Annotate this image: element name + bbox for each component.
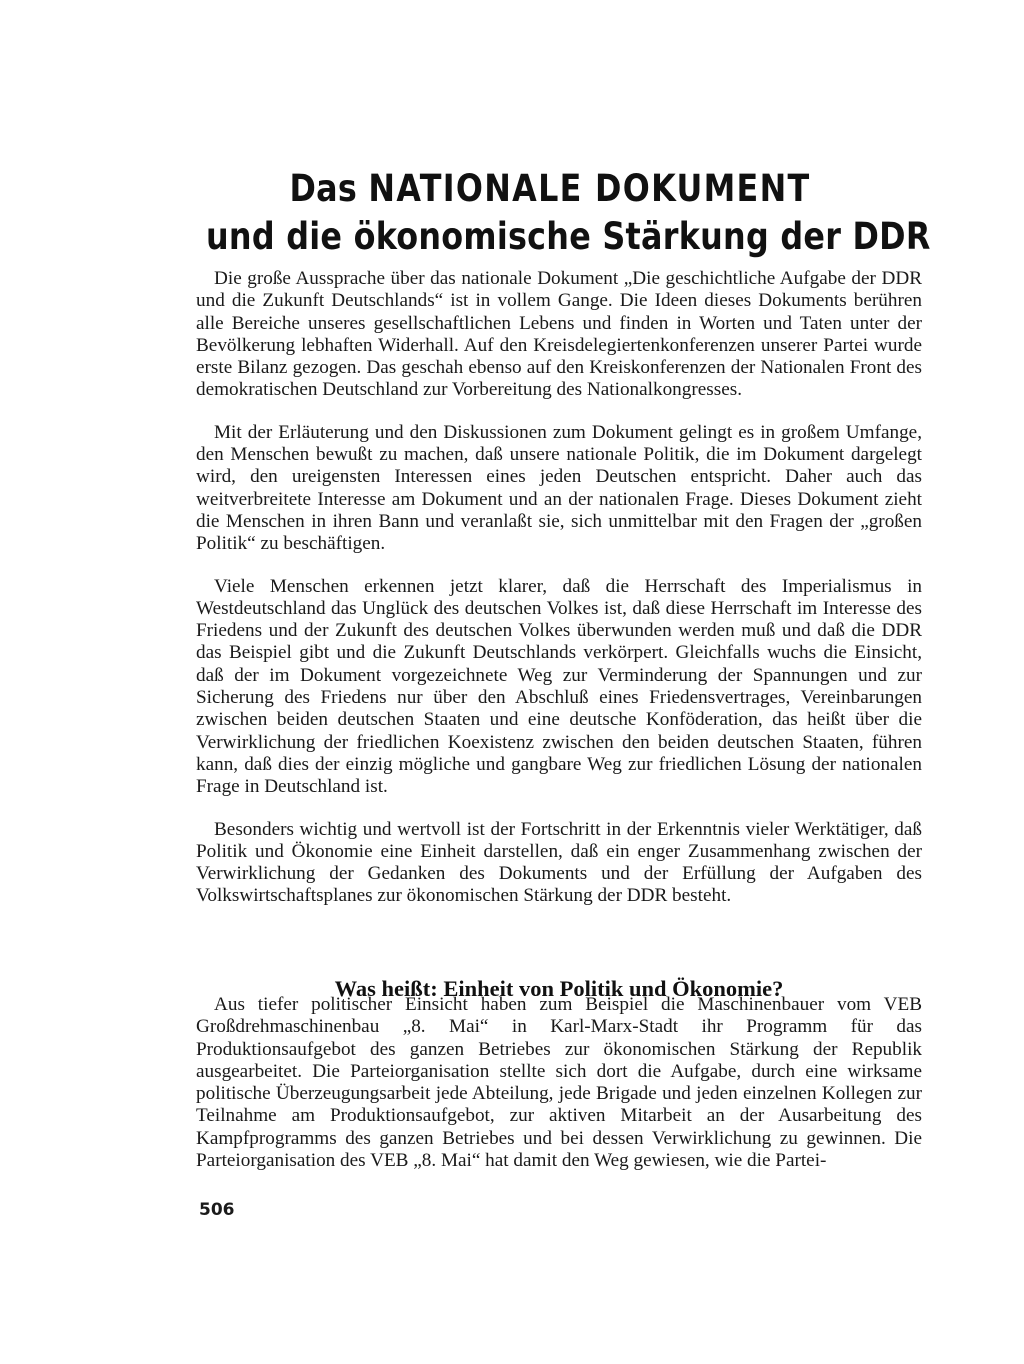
page-title	[206, 165, 931, 261]
section-heading: Was heißt: Einheit von Politik und Ökonomie?	[334, 975, 784, 1001]
intro-text	[196, 268, 922, 928]
paragraph-1: Die große Aussprache über das nationale Dokument „Die geschichtliche Aufgabe der DDR und die Zukunft Deutschlands“ ist in vollem Gange. Die Ideen dieses Dokuments berühren alle Bereiche unseres gesellschaftlichen Lebens und finden in Worten und Taten unter der Bevölkerung lebhaften Widerhall. Auf den Kreisdelegiertenkonferenzen unserer Partei wurde erste Bilanz gezogen. Das geschah ebenso auf den Kreiskonferenzen der Nationalen Front des demokratischen Deutschland zur Vorbereitung des Nationalkongresses.	[196, 268, 922, 401]
section-text	[196, 994, 922, 1172]
paragraph-3: Viele Menschen erkennen jetzt klarer, daß die Herrschaft des Imperialismus in Westdeutschland das Unglück des deutschen Volkes ist, daß diese Herrschaft im Interesse des Friedens und der Zukunft des deutschen Volkes überwunden werden muß und daß die DDR das Beispiel gibt und die Zukunft Deutschlands verkörpert. Gleichfalls wuchs die Einsicht, daß der im Dokument vorgezeichnete Weg zur Verminderung der Spannungen und zur Sicherung des Friedens nur über den Abschluß eines Friedensvertrages, Vereinbarungen zwischen beiden deutschen Staaten und eine deutsche Konföderation, das heißt über die Verwirklichung der friedlichen Koexistenz zwischen den beiden deutschen Staaten, führen kann, daß dies der einzig mögliche und gangbare Weg zur friedlichen Lösung der nationalen Frage in Deutschland ist.	[196, 575, 922, 798]
page-number: 506	[199, 1200, 235, 1220]
paragraph-2: Mit der Erläuterung und den Diskussionen zum Dokument gelingt es in großem Umfange, den Menschen bewußt zu machen, daß unsere nationale Politik, die im Dokument dargelegt wird, den ureigensten Interessen eines jeden Deutschen entspricht. Daher auch das weitverbreitete Interesse am Dokument und an der nationalen Frage. Dieses Dokument zieht die Menschen in ihren Bann und veranlaßt sie, sich unmittelbar mit den Fragen der „großen Politik“ zu beschäftigen.	[196, 421, 922, 555]
section-paragraph: Aus tiefer politischer Einsicht haben zum Beispiel die Maschinenbauer vom VEB Großdrehmaschinenbau „8. Mai“ in Karl-Marx-Stadt ihr Programm für das Produktionsaufgebot des ganzen Betriebes zur ökonomischen Stärkung der Republik ausgearbeitet. Die Parteiorganisation stellte sich dort die Aufgabe, durch eine wirksame politische Überzeugungsarbeit jede Abteilung, jede Brigade und jeden einzelnen Kollegen zur Teilnahme am Produktionsaufgebot, zur aktiven Mitarbeit an der Ausarbeitung des Kampfprogramms des ganzen Betriebes und bei dessen Verwirklichung zu gewinnen. Die Parteiorganisation des VEB „8. Mai“ hat damit den Weg gewiesen, wie die Partei-	[196, 994, 922, 1172]
title-line-1	[206, 165, 894, 213]
title-prefix: Das	[289, 166, 369, 210]
title-line-2: und die ökonomische Stärkung der DDR	[206, 214, 931, 258]
title-caps: NATIONALE DOKUMENT	[368, 166, 811, 210]
paragraph-4: Besonders wichtig und wertvoll ist der Fortschritt in der Erkenntnis vieler Werktätiger, daß Politik und Ökonomie eine Einheit darstellen, daß ein enger Zusammenhang zwischen der Verwirklichung der Gedanken des Dokuments und der Erfüllung der Aufgaben des Volkswirtschaftsplanes zur ökonomischen Stärkung der DDR besteht.	[196, 818, 922, 907]
